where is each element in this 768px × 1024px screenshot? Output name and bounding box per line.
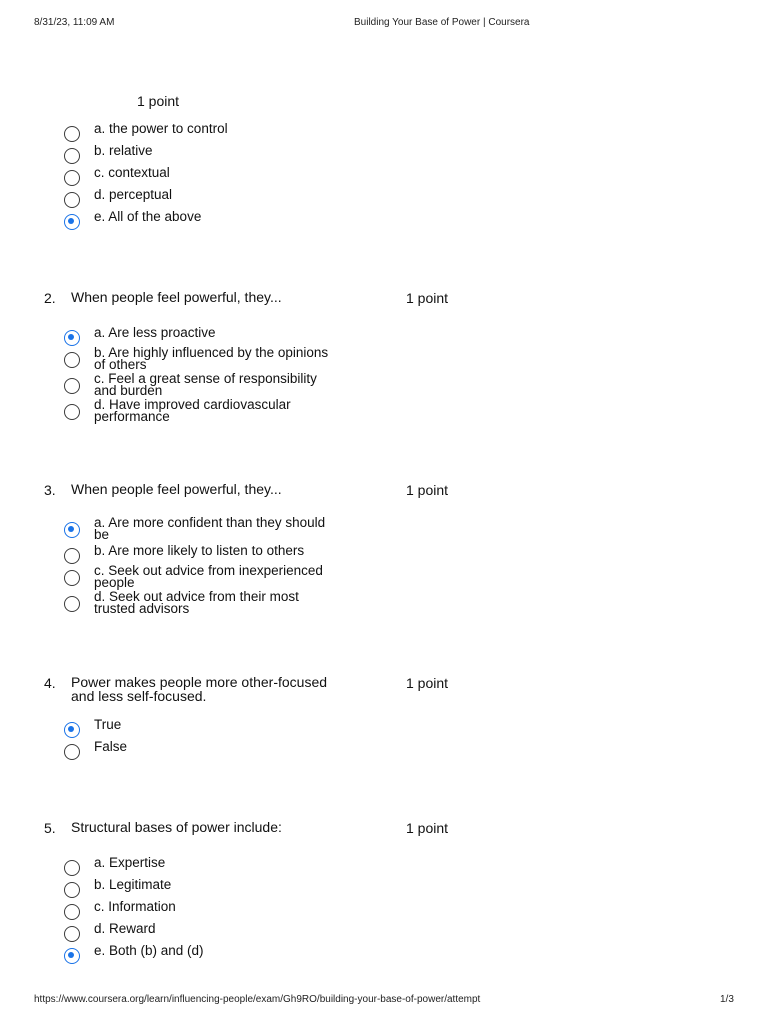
option-label: a. Are less proactive [94, 325, 216, 340]
question-points: 1 point [406, 482, 449, 498]
question-points: 1 point [406, 820, 449, 836]
option-label: d. Have improved cardiovascular performance [94, 397, 291, 424]
radio-button[interactable] [64, 744, 80, 760]
radio-button[interactable] [64, 404, 80, 420]
option-label: c. Feel a great sense of responsibility and burden [94, 371, 317, 398]
question-text: When people feel powerful, they... [71, 289, 282, 305]
option-label: b. Legitimate [94, 877, 172, 892]
option-label: d. Reward [94, 921, 156, 936]
question-number: 2. [44, 290, 56, 306]
radio-button[interactable] [64, 352, 80, 368]
question-number: 4. [44, 675, 56, 691]
question-text: Power makes people more other-focused and less self-focused. [71, 674, 328, 704]
option-label: b. Are more likely to listen to others [94, 543, 305, 558]
option-label: b. Are highly influenced by the opinions of others [94, 345, 329, 372]
radio-button[interactable] [64, 904, 80, 920]
radio-button-selected[interactable] [64, 722, 80, 738]
option-label: False [94, 739, 128, 754]
question-points: 1 point [406, 675, 449, 691]
radio-button-selected[interactable] [64, 948, 80, 964]
radio-button-selected[interactable] [64, 522, 80, 538]
radio-button[interactable] [64, 148, 80, 164]
page-title: Building Your Base of Power | Coursera [354, 17, 530, 28]
radio-button[interactable] [64, 378, 80, 394]
radio-button[interactable] [64, 192, 80, 208]
radio-button[interactable] [64, 126, 80, 142]
page-url: https://www.coursera.org/learn/influencing-people/exam/Gh9RO/building-your-base-of-power/attempt [34, 994, 481, 1005]
option-label: c. Seek out advice from inexperienced people [94, 563, 323, 590]
radio-button[interactable] [64, 596, 80, 612]
option-label: c. Information [94, 899, 176, 914]
option-label: e. Both (b) and (d) [94, 943, 204, 958]
radio-button[interactable] [64, 882, 80, 898]
radio-button-selected[interactable] [64, 330, 80, 346]
option-label: a. the power to control [94, 121, 228, 136]
radio-button[interactable] [64, 926, 80, 942]
option-label: e. All of the above [94, 209, 202, 224]
radio-button[interactable] [64, 860, 80, 876]
option-label: d. perceptual [94, 187, 173, 202]
option-label: True [94, 717, 122, 732]
option-label: d. Seek out advice from their most trusted advisors [94, 589, 299, 616]
option-label: c. contextual [94, 165, 170, 180]
page-number: 1/3 [720, 994, 734, 1005]
question-points: 1 point [406, 290, 449, 306]
radio-button-selected[interactable] [64, 214, 80, 230]
question-text: Structural bases of power include: [71, 819, 282, 835]
question-number: 5. [44, 820, 56, 836]
print-datetime: 8/31/23, 11:09 AM [34, 17, 115, 28]
question-points: 1 point [137, 93, 180, 109]
radio-button[interactable] [64, 570, 80, 586]
option-label: a. Are more confident than they should be [94, 515, 326, 542]
question-text: When people feel powerful, they... [71, 481, 282, 497]
question-number: 3. [44, 482, 56, 498]
radio-button[interactable] [64, 170, 80, 186]
radio-button[interactable] [64, 548, 80, 564]
option-label: a. Expertise [94, 855, 166, 870]
option-label: b. relative [94, 143, 153, 158]
